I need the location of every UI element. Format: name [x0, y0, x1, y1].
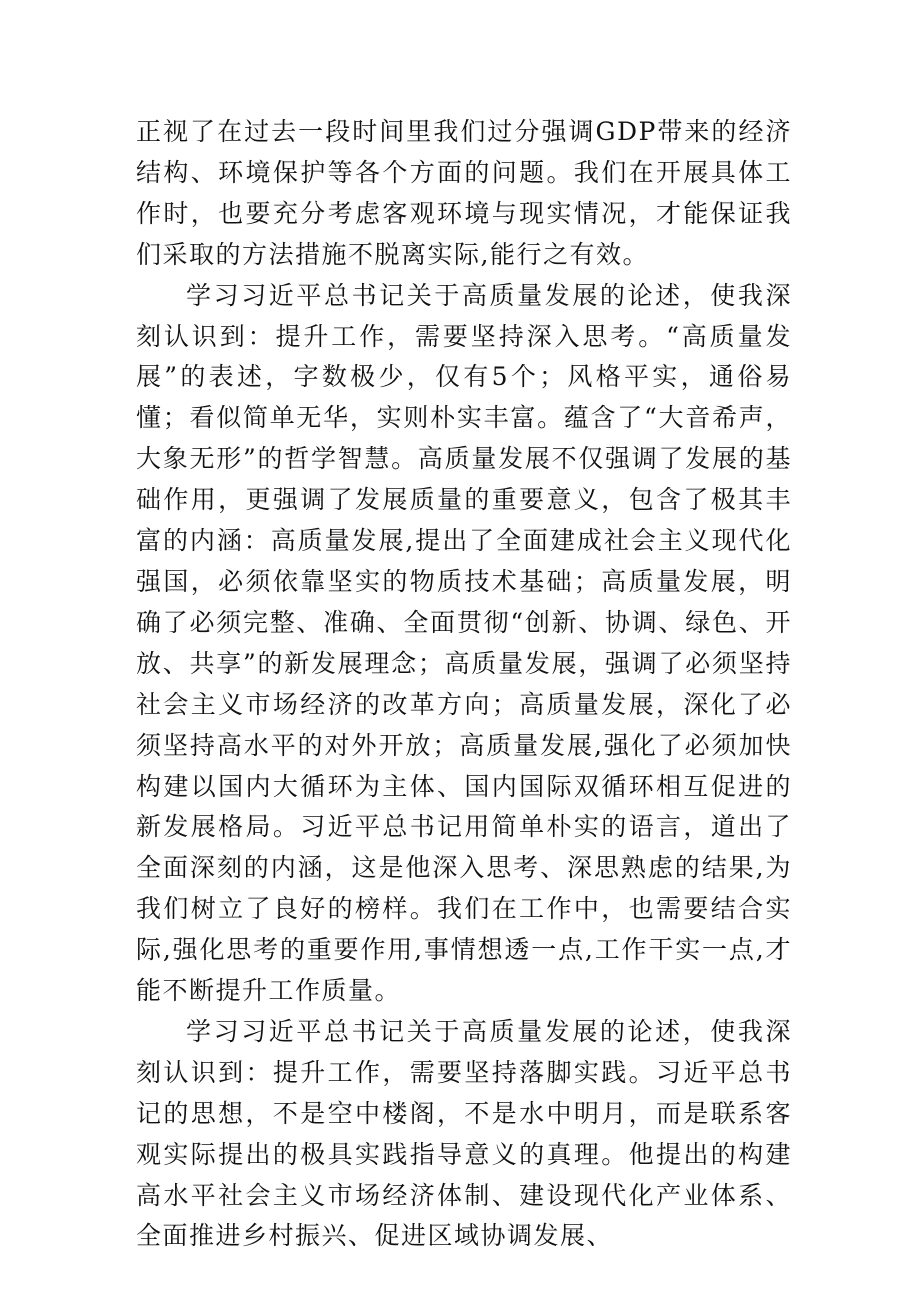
- paragraph-deep-thinking: 学习习近平总书记关于高质量发展的论述，使我深刻认识到：提升工作，需要坚持深入思考。“高质量发展”的表述，字数极少，仅有5个；风格平实，通俗易懂；看似简单无华，实则朴实丰富。蕴含了“大音希声，大象无形”的哲学智慧。高质量发展不仅强调了发展的基础作用，更强调了发展质量的重要意义，包含了极其丰富的内涵：高质量发展,提出了全面建成社会主义现代化强国，必须依靠坚实的物质技术基础；高质量发展，明确了必须完整、准确、全面贯彻“创新、协调、绿色、开放、共享”的新发展理念；高质量发展，强调了必须坚持社会主义市场经济的改革方向；高质量发展，深化了必须坚持高水平的对外开放；高质量发展,强化了必须加快构建以国内大循环为主体、国内国际双循环相互促进的新发展格局。习近平总书记用简单朴实的语言，道出了全面深刻的内涵，这是他深入思考、深思熟虑的结果,为我们树立了良好的榜样。我们在工作中，也需要结合实际,强化思考的重要作用,事情想透一点,工作干实一点,才能不断提升工作质量。: [136, 280, 792, 1006]
- paragraph-continuation: 正视了在过去一段时间里我们过分强调GDP带来的经济结构、环境保护等各个方面的问题。我们在开展具体工作时，也要充分考虑客观环境与现实情况，才能保证我们采取的方法措施不脱离实际,能行之有效。: [136, 117, 792, 269]
- paragraph-practice: 学习习近平总书记关于高质量发展的论述，使我深刻认识到：提升工作，需要坚持落脚实践。习近平总书记的思想，不是空中楼阁，不是水中明月，而是联系客观实际提出的极具实践指导意义的真理。他提出的构建高水平社会主义市场经济体制、建设现代化产业体系、全面推进乡村振兴、促进区域协调发展、: [136, 1016, 792, 1251]
- document-body: [136, 112, 792, 1257]
